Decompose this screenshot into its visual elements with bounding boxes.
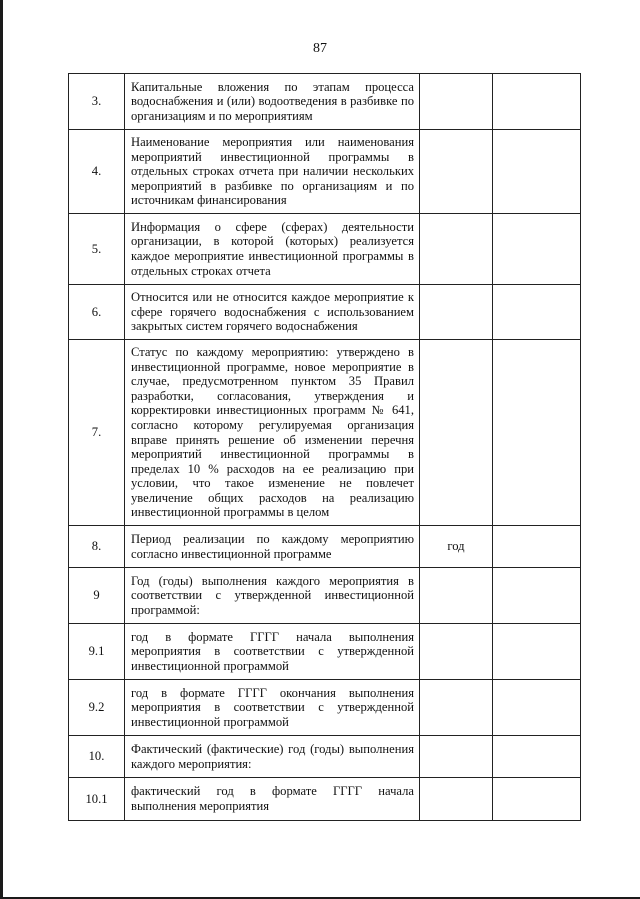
row-value [493, 624, 581, 680]
table-row-8 [69, 526, 581, 568]
row-number: 5. [69, 214, 125, 285]
row-description: Период реализации по каждому мероприятию согласно инвестиционной программе [125, 526, 420, 568]
row-description: год в формате ГГГГ начала выполнения мероприятия в соответствии с утвержденной инвестиционной программой [125, 624, 420, 680]
row-description: Год (годы) выполнения каждого мероприятия в соответствии с утвержденной инвестиционной программой: [125, 568, 420, 624]
row-number: 6. [69, 285, 125, 340]
row-unit [420, 130, 493, 214]
row-value [493, 680, 581, 736]
row-number: 10. [69, 736, 125, 778]
requirements-table [68, 73, 581, 821]
row-unit [420, 624, 493, 680]
row-description: Информация о сфере (сферах) деятельности организации, в которой (которых) реализуется каждое мероприятие инвестиционной программы в отдельных строках отчета [125, 214, 420, 285]
row-value [493, 285, 581, 340]
scan-edge-left [0, 0, 3, 899]
table-row-9-2 [69, 680, 581, 736]
page-number: 87 [313, 41, 327, 56]
row-description: Капитальные вложения по этапам процесса водоснабжения и (или) водоотведения в разбивке по организациям и по мероприятиям [125, 74, 420, 130]
row-number: 10.1 [69, 778, 125, 821]
row-number: 8. [69, 526, 125, 568]
table-row-10-1 [69, 778, 581, 821]
row-number: 7. [69, 340, 125, 526]
table-row-9-1 [69, 624, 581, 680]
table-row-10 [69, 736, 581, 778]
row-number: 9 [69, 568, 125, 624]
table-row-5 [69, 214, 581, 285]
row-unit [420, 680, 493, 736]
table-row-9 [69, 568, 581, 624]
row-value [493, 568, 581, 624]
row-unit [420, 340, 493, 526]
row-unit [420, 568, 493, 624]
row-value [493, 214, 581, 285]
row-description: Фактический (фактические) год (годы) выполнения каждого мероприятия: [125, 736, 420, 778]
row-unit: год [420, 526, 493, 568]
row-description: год в формате ГГГГ окончания выполнения мероприятия в соответствии с утвержденной инвестиционной программой [125, 680, 420, 736]
row-number: 4. [69, 130, 125, 214]
row-unit [420, 736, 493, 778]
row-unit [420, 214, 493, 285]
row-description: фактический год в формате ГГГГ начала выполнения мероприятия [125, 778, 420, 821]
row-description: Наименование мероприятия или наименования мероприятий инвестиционной программы в отдельных строках отчета при наличии нескольких мероприятий в разбивке по организациям и по источникам финансирования [125, 130, 420, 214]
row-unit [420, 285, 493, 340]
row-value [493, 778, 581, 821]
row-description: Относится или не относится каждое мероприятие к сфере горячего водоснабжения с использованием закрытых систем горячего водоснабжения [125, 285, 420, 340]
table-row-6 [69, 285, 581, 340]
row-unit [420, 778, 493, 821]
row-value [493, 340, 581, 526]
row-value [493, 130, 581, 214]
table-row-4 [69, 130, 581, 214]
row-value [493, 526, 581, 568]
table-row-7 [69, 340, 581, 526]
row-number: 9.1 [69, 624, 125, 680]
row-number: 9.2 [69, 680, 125, 736]
row-number: 3. [69, 74, 125, 130]
row-value [493, 736, 581, 778]
row-unit [420, 74, 493, 130]
row-description: Статус по каждому мероприятию: утверждено в инвестиционной программе, новое мероприятие в случае, предусмотренном пунктом 35 Правил разработки, согласования, утверждения и корректировки инвестиционных программ № 641, согласно которому регулируемая организация вправе принять решение об изменении перечня мероприятий инвестиционной программы в пределах 10 % расходов на ее реализацию при условии, что такое изменение не повлечет увеличение общих расходов на реализацию инвестиционной программы в целом [125, 340, 420, 526]
row-value [493, 74, 581, 130]
table-row-3 [69, 74, 581, 130]
